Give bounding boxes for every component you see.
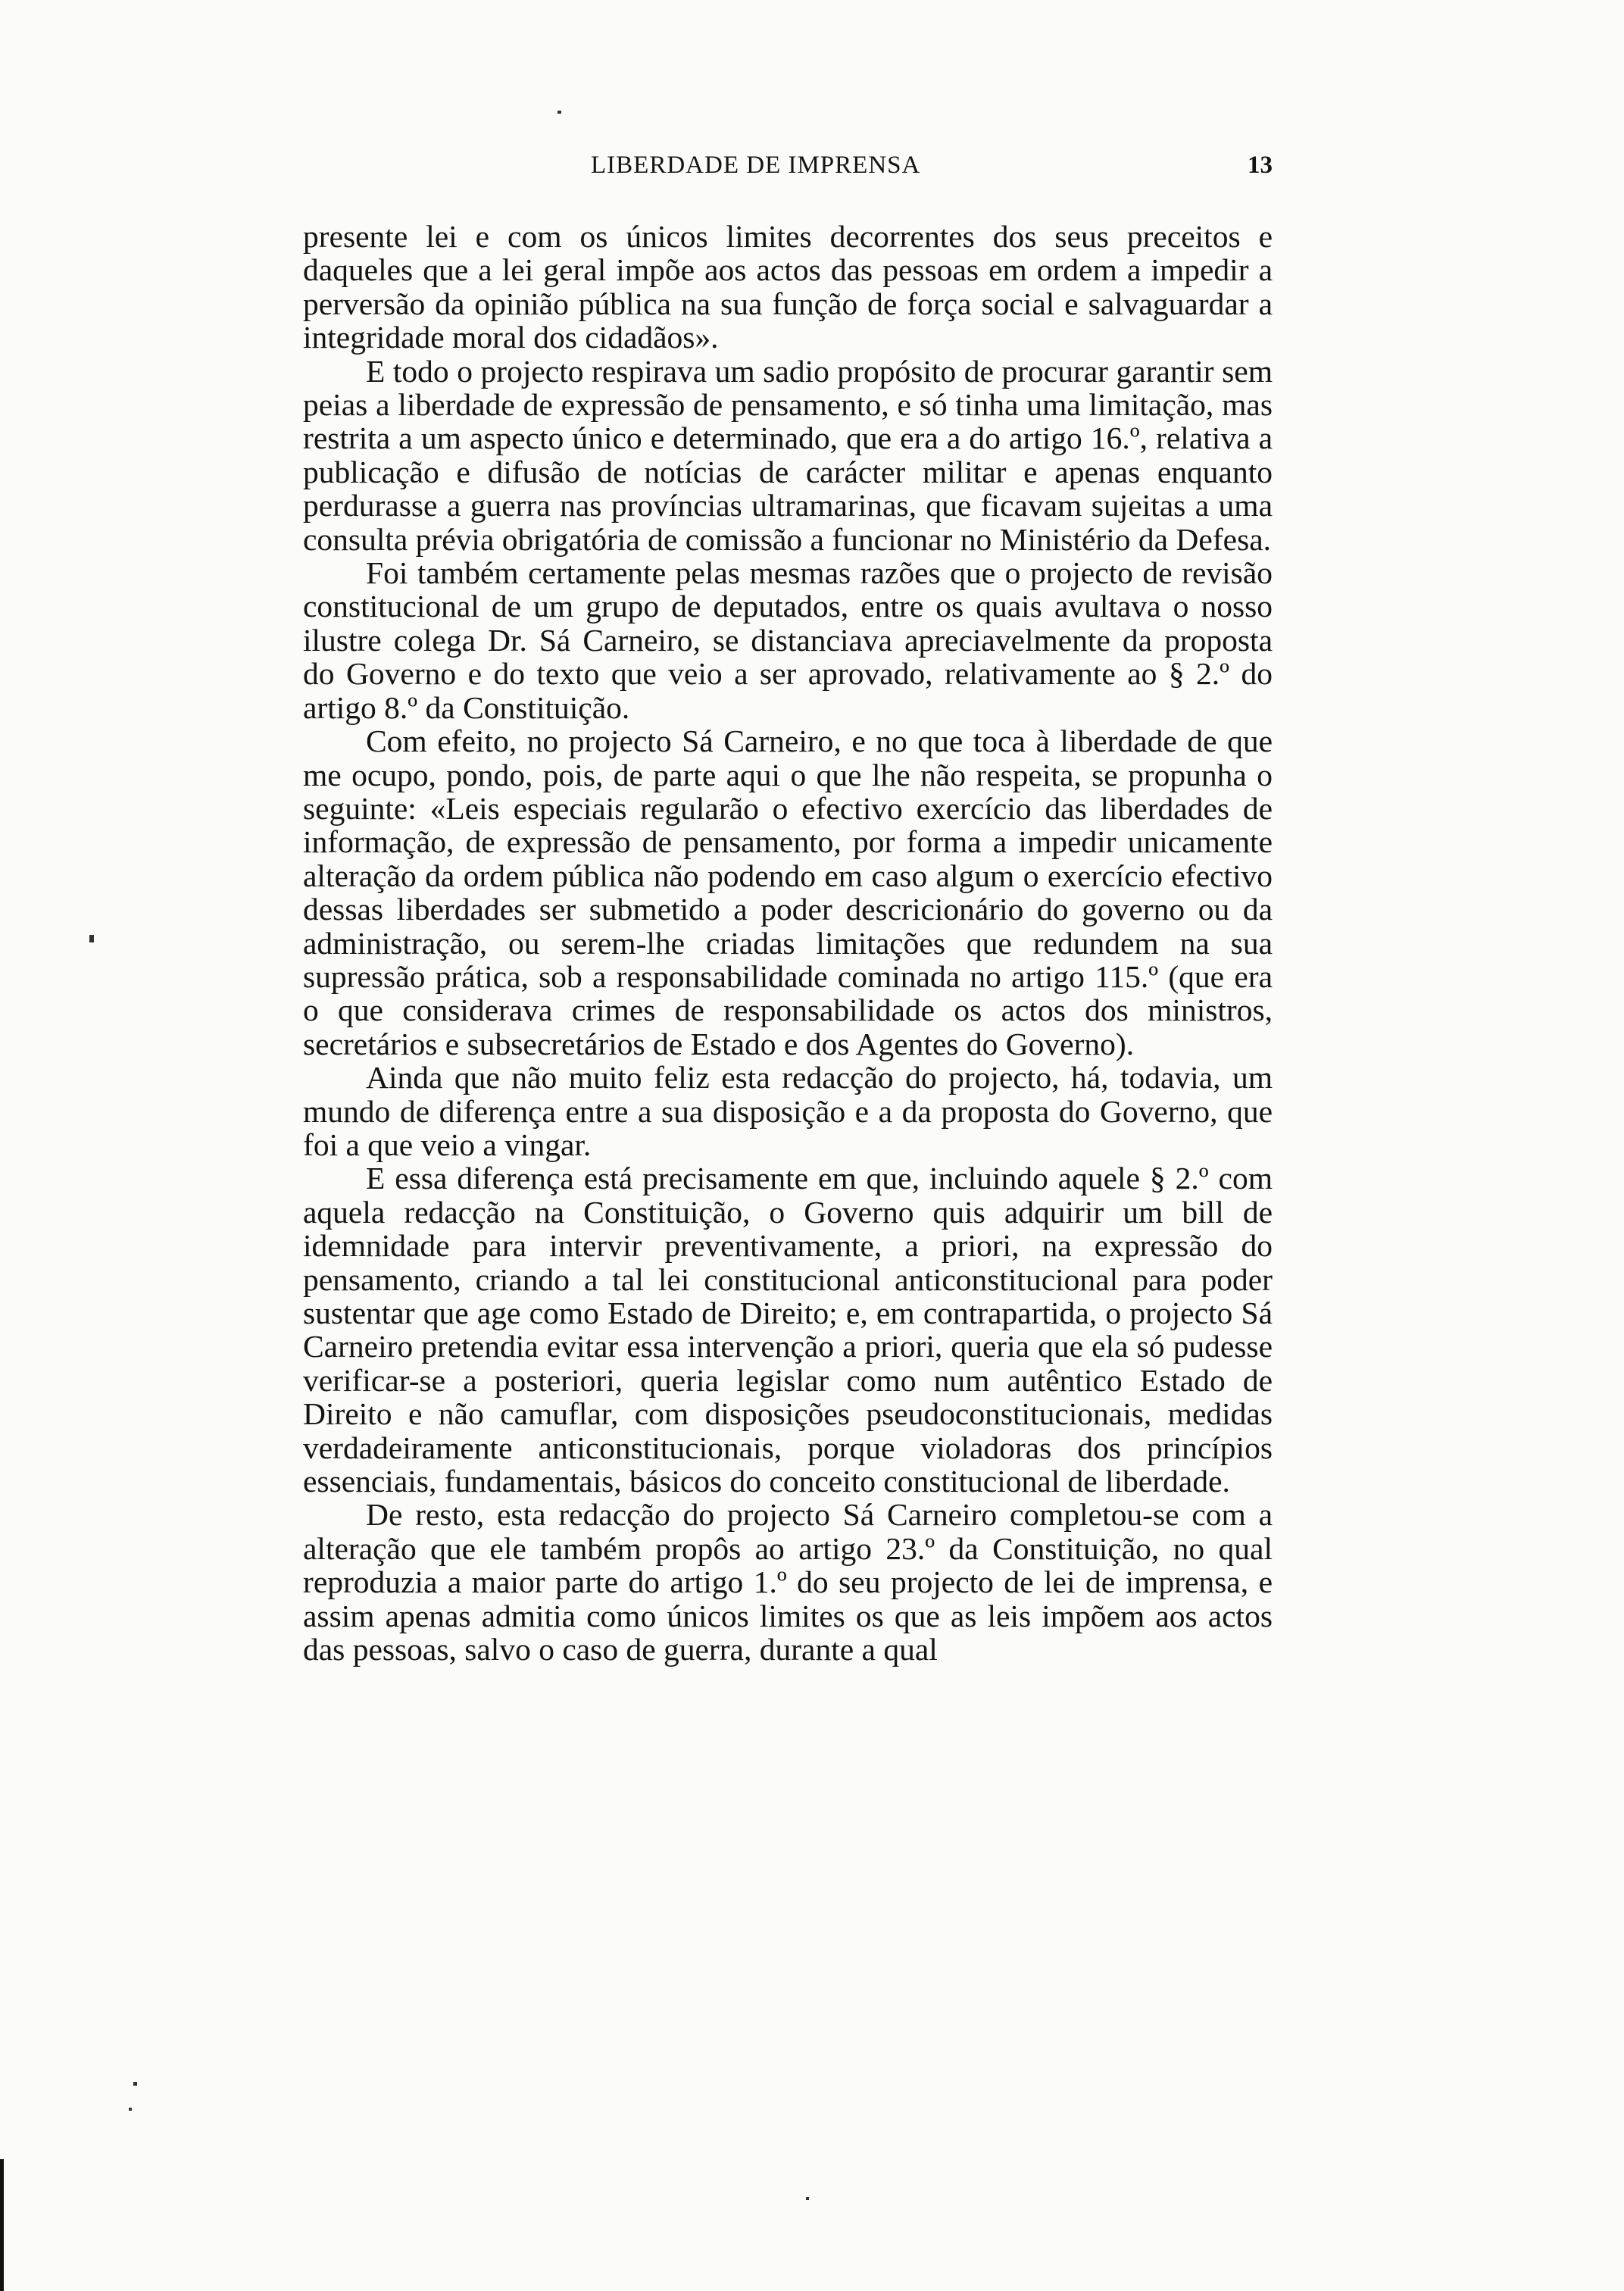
paragraph-2: E todo o projecto respirava um sadio propósito de procurar garantir sem peias a liberdade de expressão de pensamento, e só tinha uma limitação, mas restrita a um aspecto único e determinado, que era a do artigo 16.º, relativa a publicação e difusão de notícias de carácter militar e apenas enquanto perdurasse a guerra nas províncias ultramarinas, que ficavam sujeitas a uma consulta prévia obrigatória de comissão a funcionar no Ministério da Defesa. [303, 353, 1273, 557]
page-number: 13 [1248, 152, 1273, 179]
scan-dot [133, 2082, 137, 2086]
scan-dot [89, 935, 94, 942]
scan-edge-line [0, 2159, 4, 2291]
scan-dot [557, 111, 561, 114]
paragraph-3: Foi também certamente pelas mesmas razões que o projecto de revisão constitucional de um grupo de deputados, entre os quais avultava o nosso ilustre colega Dr. Sá Carneiro, se distanciava apreciavelmente da proposta do Governo e do texto que veio a ser aprovado, relativamente ao § 2.º do artigo 8.º da Constituição. [303, 555, 1273, 725]
paragraph-5: Ainda que não muito feliz esta redacção do projecto, há, todavia, um mundo de diferença entre a sua disposição e a da proposta do Governo, que foi a que veio a vingar. [303, 1060, 1273, 1162]
paragraph-7: De resto, esta redacção do projecto Sá Carneiro completou-se com a alteração que ele também propôs ao artigo 23.º da Constituição, no qual reproduzia a maior parte do artigo 1.º do seu projecto de lei de imprensa, e assim apenas admitia como únicos limites os que as leis impõem aos actos das pessoas, salvo o caso de guerra, durante a qual [303, 1497, 1273, 1667]
running-head: LIBERDADE DE IMPRENSA [591, 152, 921, 179]
scan-dot [129, 2108, 132, 2111]
scan-dot [806, 2197, 809, 2200]
paragraph-1: presente lei e com os únicos limites decorrentes dos seus preceitos e daqueles que a lei geral impõe aos actos das pessoas em ordem a impedir a perversão da opinião pública na sua função de força social e salvaguardar a integridade moral dos cidadãos». [303, 219, 1273, 355]
paragraph-4: Com efeito, no projecto Sá Carneiro, e no que toca à liberdade de que me ocupo, pondo, pois, de parte aqui o que lhe não respeita, se propunha o seguinte: «Leis especiais regularão o efectivo exercício das liberdades de informação, de expressão de pensamento, por forma a impedir unicamente alteração da ordem pública não podendo em caso algum o exercício efectivo dessas liberdades ser submetido a poder descricionário do governo ou da administração, ou serem-lhe criadas limitações que redundem na sua supressão prática, sob a responsabilidade cominada no artigo 115.º (que era o que considerava crimes de responsabilidade os actos dos ministros, secretários e subsecretários de Estado e dos Agentes do Governo). [303, 724, 1273, 1061]
page-header [303, 152, 1273, 197]
body-text [303, 220, 1273, 1666]
paragraph-6: E essa diferença está precisamente em que, incluindo aquele § 2.º com aquela redacção na Constituição, o Governo quis adquirir um bill de idemnidade para intervir preventivamente, a priori, na expressão do pensamento, criando a tal lei constitucional anticonstitucional para poder sustentar que age como Estado de Direito; e, em contrapartida, o projecto Sá Carneiro pretendia evitar essa intervenção a priori, queria que ela só pudesse verificar-se a posteriori, queria legislar como num autêntico Estado de Direito e não camuflar, com disposições pseudoconstitucionais, medidas verdadeiramente anticonstitucionais, porque violadoras dos princípios essenciais, fundamentais, básicos do conceito constitucional de liberdade. [303, 1161, 1273, 1499]
